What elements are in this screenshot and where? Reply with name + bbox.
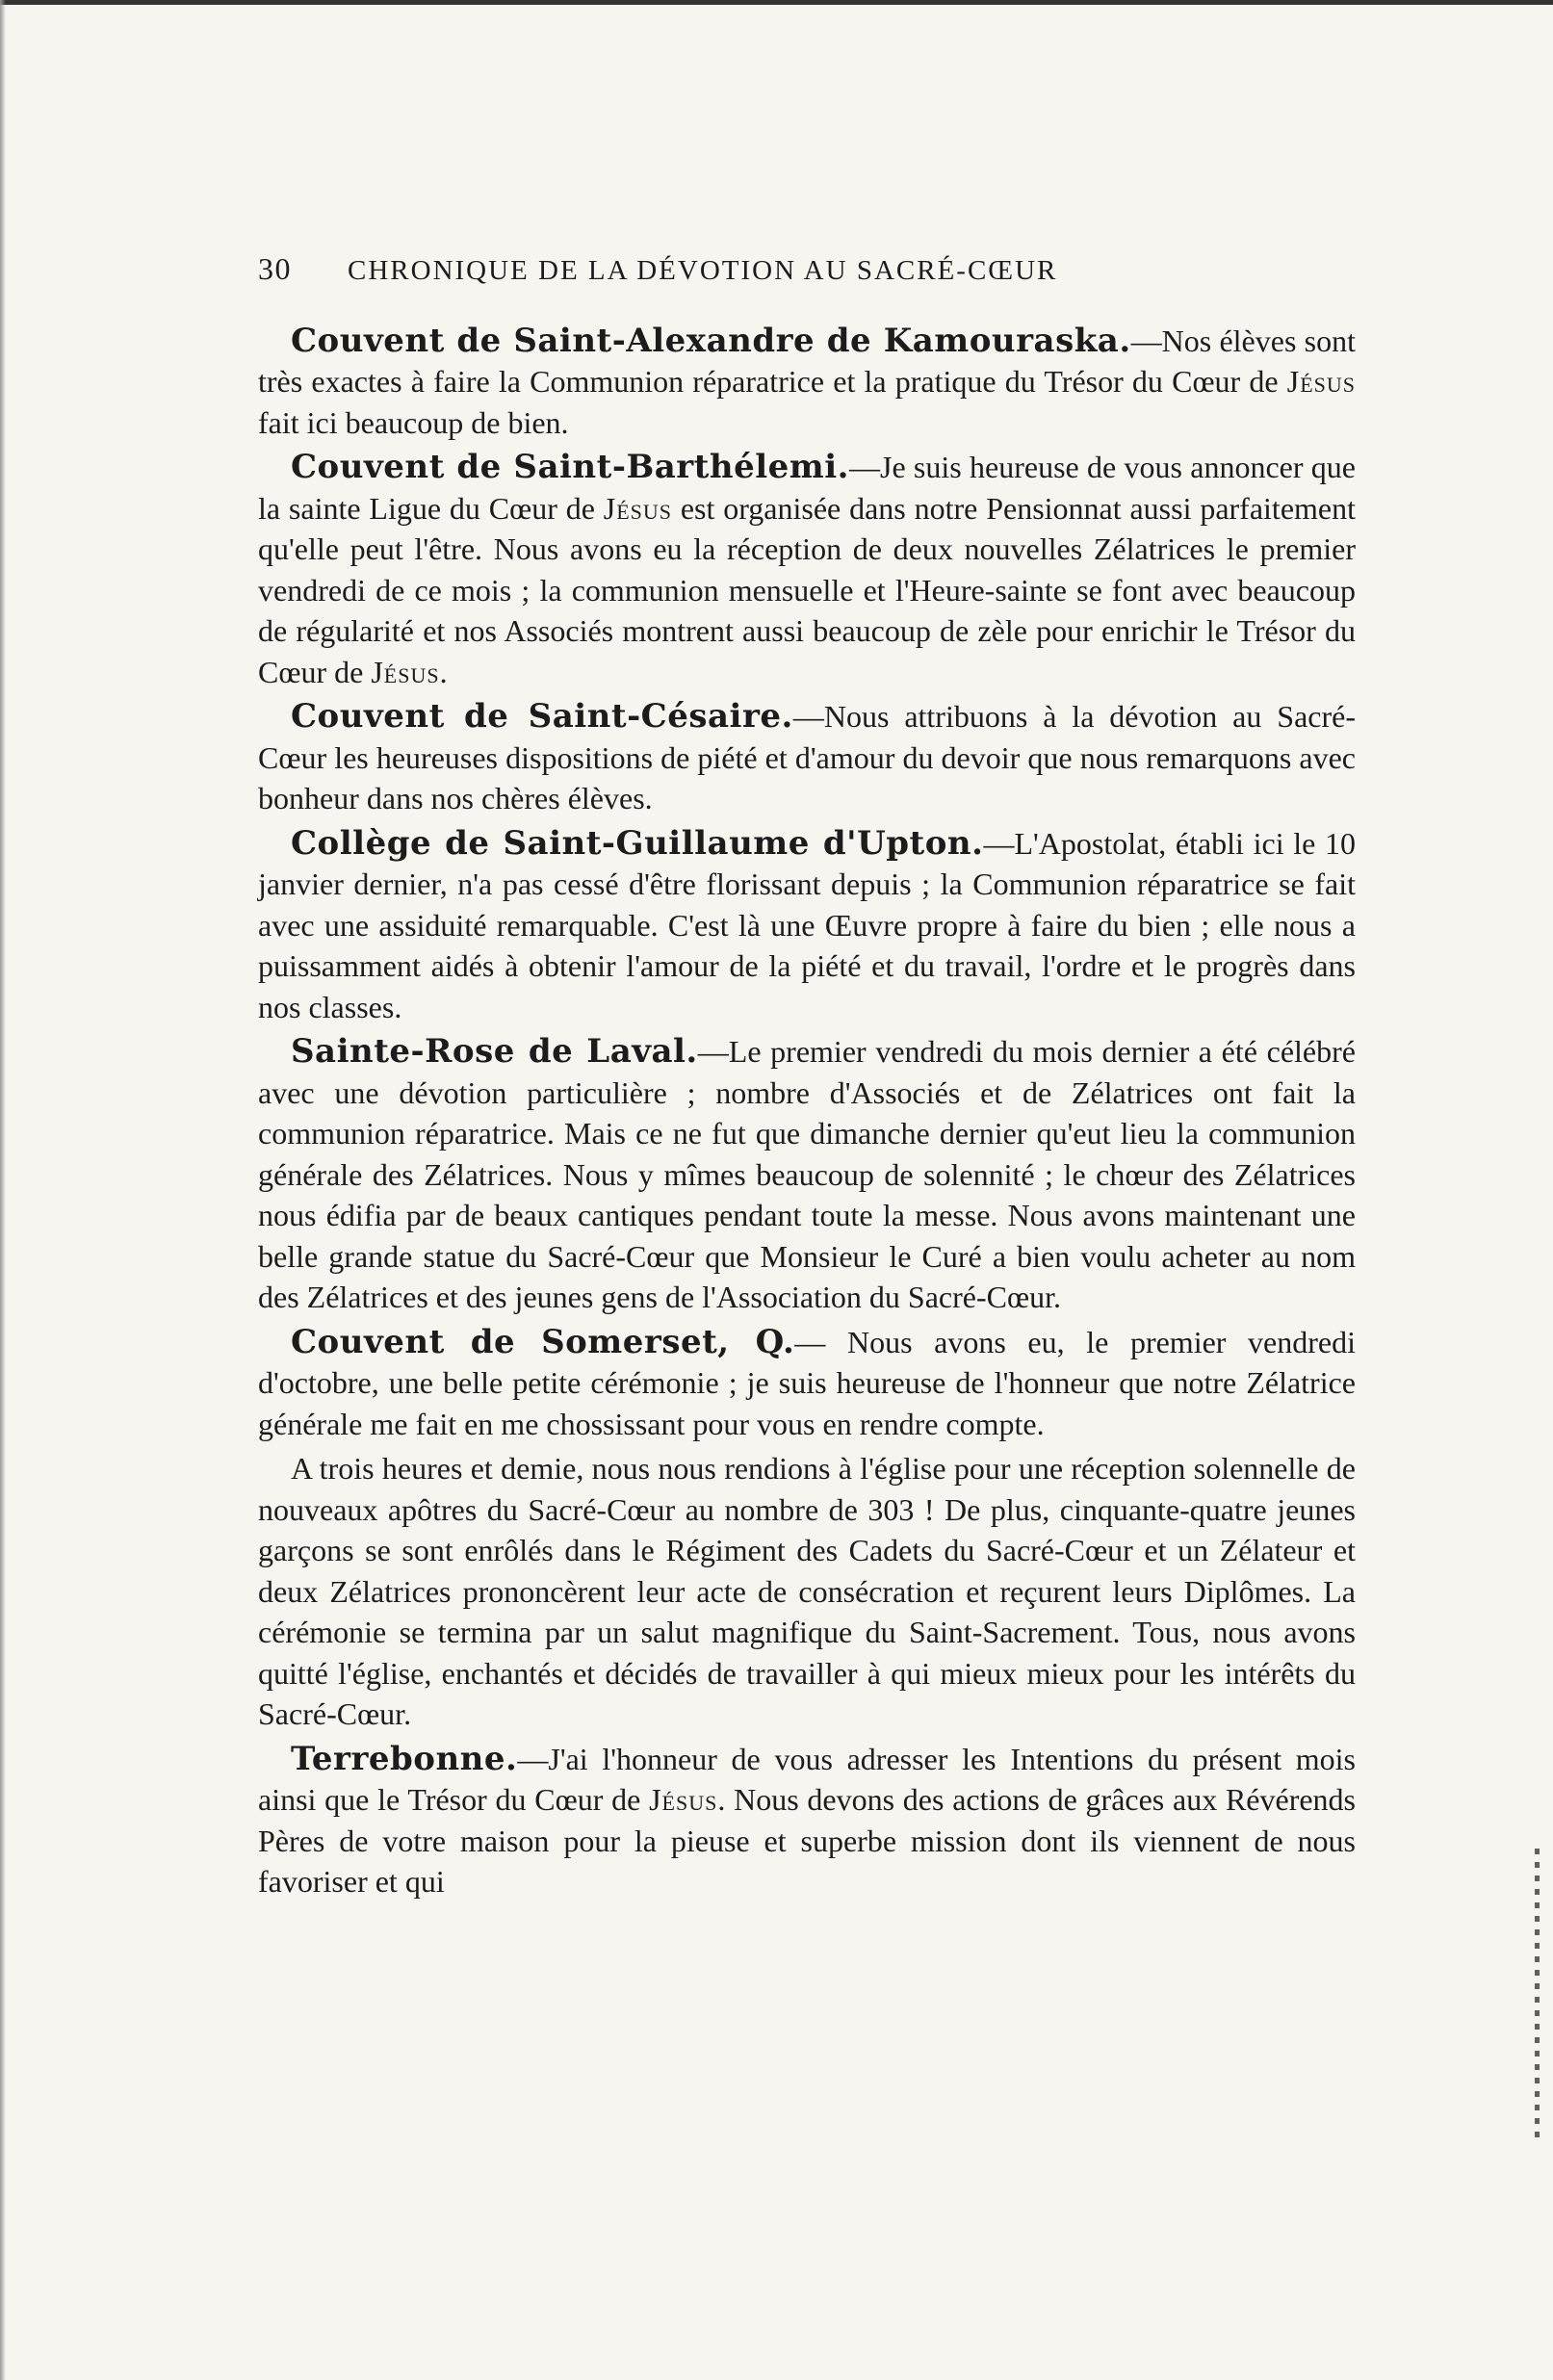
entry-text: —Nous attribuons à la dévotion au Sacré-Cœur les heureuses dispositions de piété et d'amour du devoir que nous remarquons avec bonheur dans nos chères élèves.	[258, 699, 1356, 815]
entry-saint-guillaume	[258, 823, 1356, 1028]
entry-text: est organisée dans notre Pensionnat aussi parfaitement qu'elle peut l'être. Nous avons eu la réception de deux nouvelles Zélatrices le premier vendredi de ce mois ; la communion mensuelle et l'Heure-sainte se font avec beaucoup de régularité et nos Associés montrent aussi beaucoup de zèle pour enrichir le Trésor du Cœur de	[258, 490, 1357, 689]
running-head	[258, 248, 1356, 292]
entry-somerset	[258, 1322, 1356, 1445]
entry-heading: Collège de Saint-Guillaume d'Upton.	[291, 823, 984, 863]
text-block	[258, 248, 1356, 1906]
entry-text: fait ici beaucoup de bien.	[258, 404, 569, 440]
entry-heading: Couvent de Saint-Barthélemi.	[291, 448, 849, 486]
name-small-caps: Jésus	[1286, 364, 1356, 399]
entry-heading: Couvent de Saint-Alexandre de Kamouraska.	[291, 321, 1131, 360]
entry-heading: Sainte-Rose de Laval.	[291, 1032, 698, 1071]
name-small-caps: Jésus	[603, 490, 672, 526]
entry-saint-barthelemi	[258, 447, 1356, 692]
page-number: 30	[258, 251, 292, 286]
entry-saint-cesaire	[258, 696, 1356, 819]
entry-sainte-rose	[258, 1031, 1356, 1318]
entry-somerset-continued	[258, 1448, 1356, 1735]
entry-heading: Couvent de Saint-Césaire.	[291, 697, 793, 736]
entry-heading: Terrebonne.	[291, 1739, 518, 1778]
entry-text: A trois heures et demie, nous nous rendions à l'église pour une réception solennelle de nouveaux apôtres du Sacré-Cœur au nombre de 303 ! De plus, cinquante-quatre jeunes garçons se sont enrôlés dans le Régiment des Cadets du Sacré-Cœur et un Zélateur et deux Zélatrices prononcèrent leur acte de consécration et reçurent leurs Diplômes. La cérémonie se termina par un salut magnifique du Saint-Sacrement. Tous, nous avons quitté l'église, enchantés et décidés de travailler à qui mieux mieux pour les intérêts du Sacré-Cœur.	[258, 1451, 1356, 1731]
entry-kamouraska	[258, 321, 1356, 444]
name-small-caps: Jésus	[649, 1782, 718, 1817]
page-left-edge-shadow	[0, 0, 6, 2380]
entry-text: —Je suis heureuse de vous annoncer que la sainte Ligue du Cœur de	[258, 450, 1357, 526]
name-small-caps: Jésus	[371, 654, 440, 689]
entry-text: .	[439, 654, 448, 689]
running-title: CHRONIQUE DE LA DÉVOTION AU SACRÉ-CŒUR	[348, 255, 1058, 286]
entry-text: —Le premier vendredi du mois dernier a été célébré avec une dévotion particulière ; nombre d'Associés et de Zélatrices ont fait la communion réparatrice. Mais ce ne fut que dimanche dernier qu'eut lieu la communion générale des Zélatrices. Nous y mîmes beaucoup de solennité ; le chœur des Zélatrices nous édifia par de beaux cantiques pendant toute la messe. Nous avons maintenant une belle grande statue du Sacré-Cœur que Monsieur le Curé a bien voulu acheter au nom des Zélatrices et des jeunes gens de l'Association du Sacré-Cœur.	[258, 1034, 1356, 1314]
entry-text: —Nos élèves sont très exactes à faire la Communion réparatrice et la pratique du Trésor du Cœur de	[258, 323, 1356, 399]
page-top-edge	[0, 0, 1553, 5]
entry-text: — Nous avons eu, le premier vendredi d'octobre, une belle petite cérémonie ; je suis heureuse de l'honneur que notre Zélatrice générale me fait en me chossissant pour vous en rendre compte.	[258, 1324, 1357, 1441]
entry-text: —J'ai l'honneur de vous adresser les Intentions du présent mois ainsi que le Trésor du Cœur de	[258, 1741, 1356, 1817]
entry-terrebonne	[258, 1739, 1356, 1902]
entry-text: —L'Apostolat, établi ici le 10 janvier dernier, n'a pas cessé d'être florissant depuis ; la Communion réparatrice se fait avec une assiduité remarquable. C'est là une Œuvre propre à faire du bien ; elle nous a puissamment aidés à obtenir l'amour de la piété et du travail, l'ordre et le progrès dans nos classes.	[258, 825, 1357, 1024]
page-right-edge-marks	[1535, 1849, 1540, 2137]
entry-text: . Nous devons des actions de grâces aux Révérends Pères de votre maison pour la pieuse et superbe mission dont ils viennent de nous favoriser et qui	[258, 1782, 1357, 1899]
entry-heading: Couvent de Somerset, Q.	[291, 1322, 795, 1361]
